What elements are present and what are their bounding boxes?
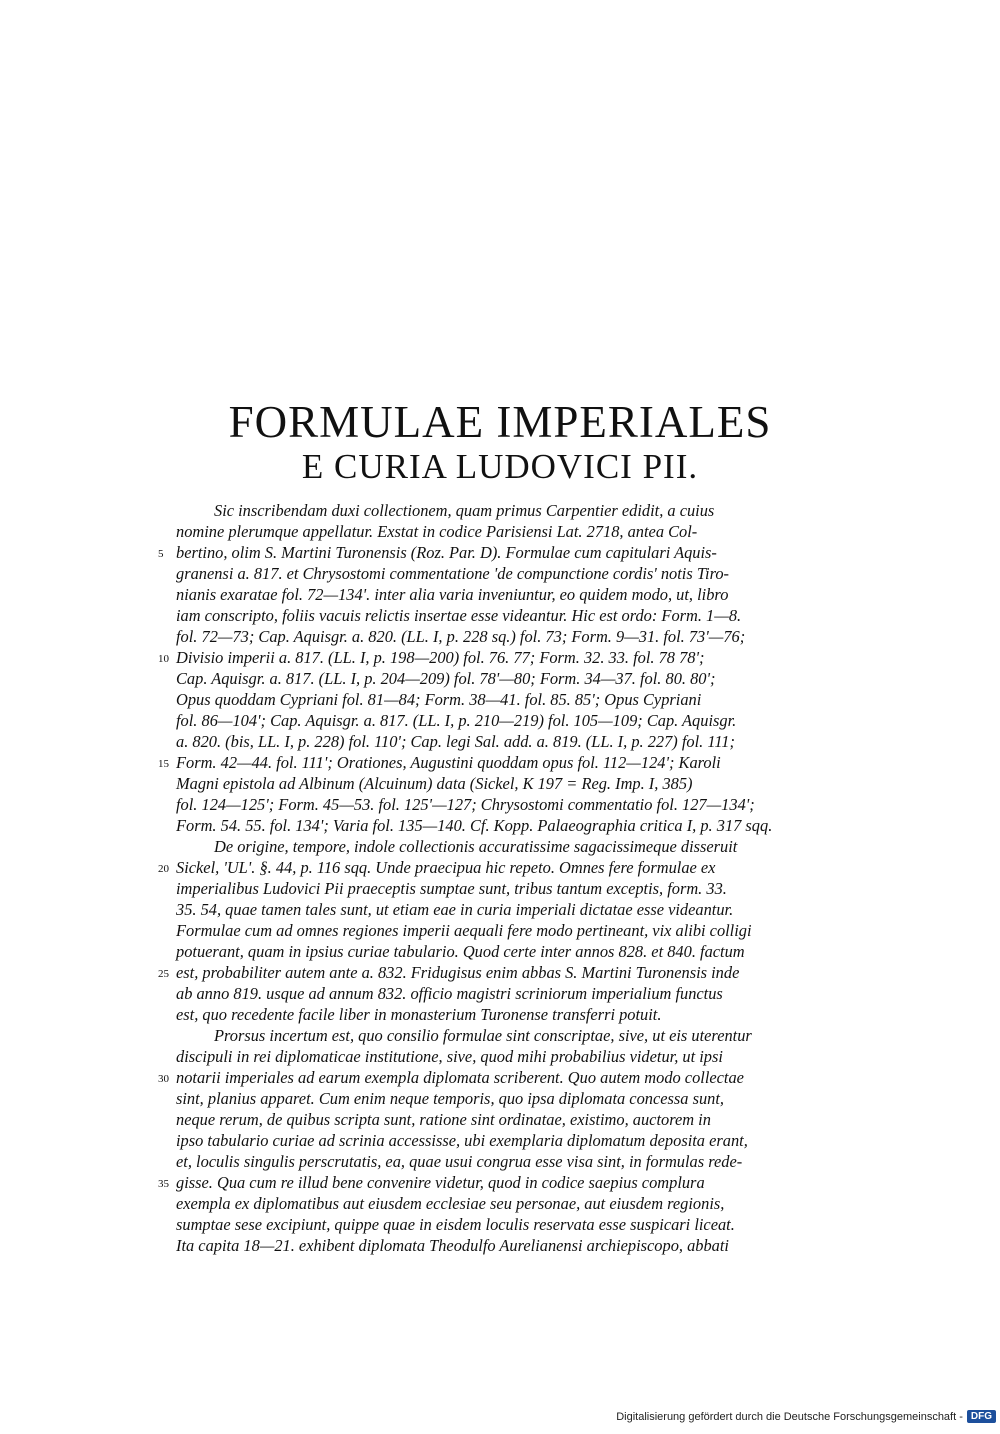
text-line: et, loculis singulis perscrutatis, ea, quae usui congrua esse visa sint, in formulas rede- <box>176 1152 743 1171</box>
text-line: gisse. Qua cum re illud bene convenire videtur, quod in codice saepius complura <box>176 1173 705 1192</box>
text-line: Ita capita 18—21. exhibent diplomata Theodulfo Aurelianensi archiepiscopo, abbati <box>176 1236 729 1255</box>
title-line-1: FORMULAE IMPERIALES <box>228 397 772 447</box>
text-line: nianis exaratae fol. 72—134'. inter alia varia inveniuntur, eo quidem modo, ut, libro <box>176 585 729 604</box>
line-number: 20 <box>158 863 169 875</box>
text-line: ab anno 819. usque ad annum 832. officio magistri scriniorum imperialium functus <box>176 984 723 1003</box>
text-line: Form. 54. 55. fol. 134'; Varia fol. 135—140. Cf. Kopp. Palaeographia critica I, p. 317 sqq. <box>176 816 773 835</box>
line-number: 35 <box>158 1178 169 1190</box>
text-line: Magni epistola ad Albinum (Alcuinum) data (Sickel, K 197 = Reg. Imp. I, 385) <box>176 774 693 793</box>
text-line: neque rerum, de quibus scripta sunt, ratione sint ordinatae, existimo, auctorem in <box>176 1110 711 1129</box>
text-line: notarii imperiales ad earum exempla diplomata scriberent. Quo autem modo collectae <box>176 1068 744 1087</box>
text-line: Divisio imperii a. 817. (LL. I, p. 198—200) fol. 76. 77; Form. 32. 33. fol. 78 78'; <box>176 648 705 667</box>
text-line: nomine plerumque appellatur. Exstat in codice Parisiensi Lat. 2718, antea Col- <box>176 522 698 541</box>
text-line: exempla ex diplomatibus aut eiusdem ecclesiae seu personae, aut eiusdem regionis, <box>176 1194 725 1213</box>
funding-footer <box>616 1410 996 1423</box>
text-line: ipso tabulario curiae ad scrinia accessisse, ubi exemplaria diplomatum deposita erant, <box>176 1131 748 1150</box>
line-number: 15 <box>158 758 169 770</box>
text-line: Form. 42—44. fol. 111'; Orationes, Augustini quoddam opus fol. 112—124'; Karoli <box>176 753 721 772</box>
text-line: sumptae sese excipiunt, quippe quae in eisdem loculis reservata esse suspicari liceat. <box>176 1215 735 1234</box>
text-line: fol. 124—125'; Form. 45—53. fol. 125'—127; Chrysostomi commentatio fol. 127—134'; <box>176 795 755 814</box>
text-line: De origine, tempore, indole collectionis accuratissime sagacissimeque disseruit <box>214 837 738 856</box>
text-line: Prorsus incertum est, quo consilio formulae sint conscriptae, sive, ut eis uterentur <box>214 1026 752 1045</box>
text-line: Formulae cum ad omnes regiones imperii aequali fere modo pertineant, vix alibi colligi <box>176 921 752 940</box>
text-line: bertino, olim S. Martini Turonensis (Roz. Par. D). Formulae cum capitulari Aquis- <box>176 543 717 562</box>
text-line: fol. 72—73; Cap. Aquisgr. a. 820. (LL. I, p. 228 sq.) fol. 73; Form. 9—31. fol. 73'—76; <box>176 627 746 646</box>
text-line: sint, planius apparet. Cum enim neque temporis, quo ipsa diplomata concessa sunt, <box>176 1089 724 1108</box>
text-line: fol. 86—104'; Cap. Aquisgr. a. 817. (LL. I, p. 210—219) fol. 105—109; Cap. Aquisgr. <box>176 711 737 730</box>
line-number: 25 <box>158 968 169 980</box>
dfg-logo: DFG <box>967 1410 996 1423</box>
line-number: 10 <box>158 653 169 665</box>
text-line: a. 820. (bis, LL. I, p. 228) fol. 110'; Cap. legi Sal. add. a. 819. (LL. I, p. 227) fol. 111; <box>176 732 735 751</box>
text-line: iam conscripto, foliis vacuis relictis insertae esse videantur. Hic est ordo: Form. 1—8. <box>176 606 742 625</box>
text-line: Opus quoddam Cypriani fol. 81—84; Form. 38—41. fol. 85. 85'; Opus Cypriani <box>176 690 702 709</box>
text-line: Sickel, 'UL'. §. 44, p. 116 sqq. Unde praecipua hic repeto. Omnes fere formulae ex <box>176 858 716 877</box>
text-line: imperialibus Ludovici Pii praeceptis sumptae sunt, tribus tantum exceptis, form. 33. <box>176 879 727 898</box>
text-line: 35. 54, quae tamen tales sunt, ut etiam eae in curia imperiali dictatae esse videantur. <box>176 900 734 919</box>
text-line: discipuli in rei diplomaticae institutione, sive, quod mihi probabilius videtur, ut ipsi <box>176 1047 723 1066</box>
line-number: 30 <box>158 1073 169 1085</box>
text-line: granensi a. 817. et Chrysostomi commentatione 'de compunctione cordis' notis Tiro- <box>176 564 730 583</box>
text-line: est, probabiliter autem ante a. 832. Fridugisus enim abbas S. Martini Turonensis inde <box>176 963 740 982</box>
text-line: potuerant, quam in ipsius curiae tabulario. Quod certe inter annos 828. et 840. factum <box>176 942 745 961</box>
text-line: Sic inscribendam duxi collectionem, quam primus Carpentier edidit, a cuius <box>214 501 715 520</box>
footer-text: Digitalisierung gefördert durch die Deutsche Forschungsgemeinschaft - <box>616 1410 963 1423</box>
title-line-2: E CURIA LUDOVICI PII. <box>301 447 699 486</box>
text-line: Cap. Aquisgr. a. 817. (LL. I, p. 204—209) fol. 78'—80; Form. 34—37. fol. 80. 80'; <box>176 669 716 688</box>
line-number: 5 <box>158 548 164 560</box>
text-line: est, quo recedente facile liber in monasterium Turonense transferri potuit. <box>176 1005 662 1024</box>
